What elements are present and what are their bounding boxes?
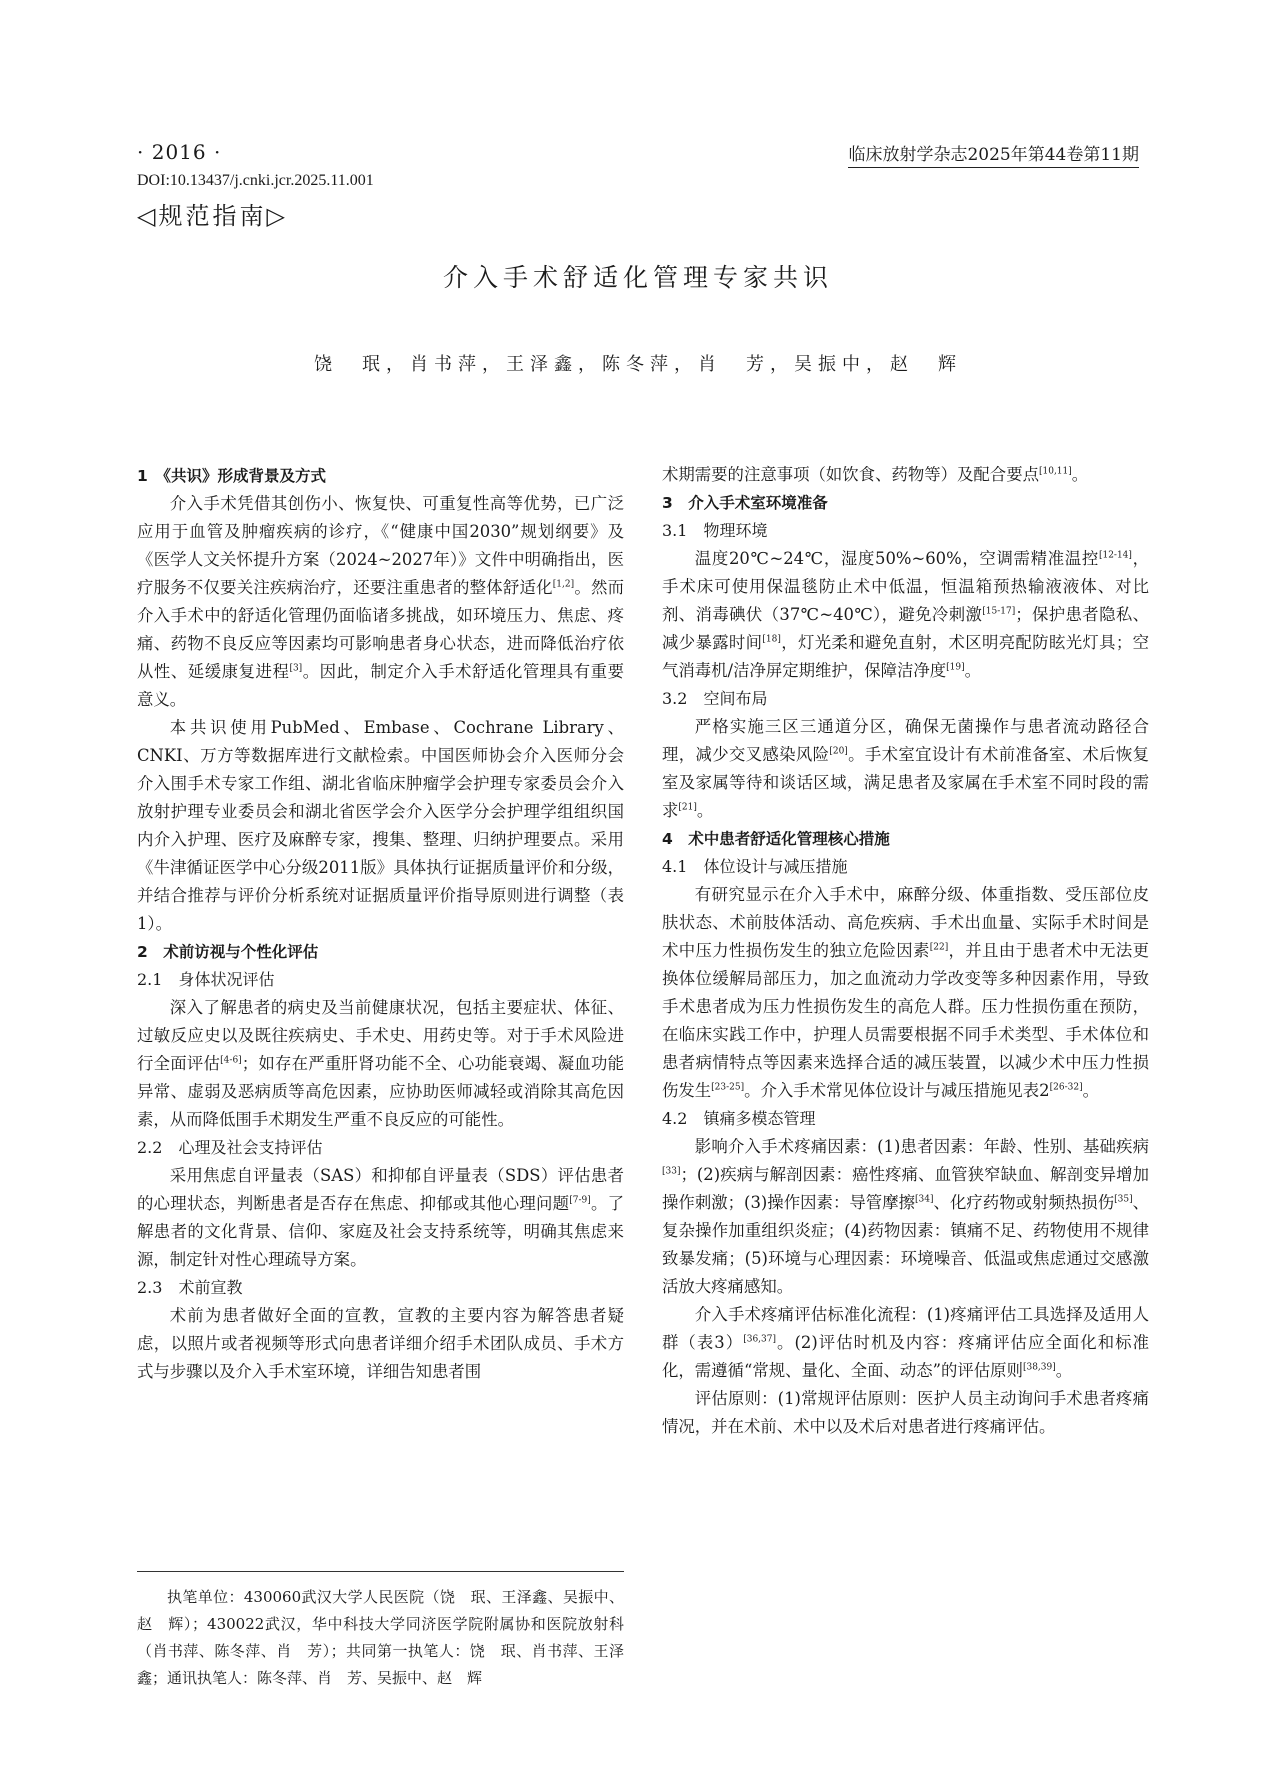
citation: [3] [289,663,303,674]
right-column [662,461,1149,1441]
section-heading: 4 术中患者舒适化管理核心措施 [662,830,890,848]
citation: [15-17] [982,606,1016,617]
subsection-heading: 4.1 体位设计与减压措施 [662,857,848,876]
author-list: 饶 珉，肖书萍，王泽鑫，陈冬萍，肖 芳，吴振中，赵 辉 [314,354,962,375]
citation: [23-25] [711,1082,745,1093]
citation: [38,39] [1022,1362,1056,1373]
citation: [20] [829,746,848,757]
footnote-text: 执笔单位：430060武汉大学人民医院（饶 珉、王泽鑫、吴振中、赵 辉）；430022武汉，华中科技大学同济医学院附属协和医院放射科（肖书萍、陈冬萍、肖 芳）；共同第一执笔人：饶 珉、肖书萍、王泽鑫；通讯执笔人：陈冬萍、肖 芳、吴振中、赵 辉 [137,1588,624,1687]
subsection-heading: 2.1 身体状况评估 [137,970,275,989]
subsection-heading: 3.1 物理环境 [662,521,768,540]
citation: [34] [915,1194,934,1205]
paragraph: 采用焦虑自评量表（SAS）和抑郁自评量表（SDS）评估患者的心理状态，判断患者是否存在焦虑、抑郁或其他心理问题[7-9]。了解患者的文化背景、信仰、家庭及社会支持系统等，明确其焦虑来源，制定针对性心理疏导方案。 [137,1166,624,1269]
section-heading: 1 《共识》形成背景及方式 [137,467,327,485]
paragraph: 影响介入手术疼痛因素：(1)患者因素：年龄、性别、基础疾病[33]；(2)疾病与解剖因素：癌性疼痛、血管狭窄缺血、解剖变异增加操作刺激；(3)操作因素：导管摩擦[34]、化疗药物或射频热损伤[35]、复杂操作加重组织炎症；(4)药物因素：镇痛不足、药物使用不规律致暴发痛；(5)环境与心理因素：环境噪音、低温或焦虑通过交感激活放大疼痛感知。 [662,1137,1150,1296]
journal-header: 临床放射学杂志2025年第44卷第11期 [848,140,1139,168]
citation: [22] [929,942,949,953]
paragraph: 评估原则：(1)常规评估原则：医护人员主动询问手术患者疼痛情况，并在术前、术中以及术后对患者进行疼痛评估。 [662,1389,1149,1436]
subsection-heading: 4.2 镇痛多模态管理 [662,1109,816,1128]
citation: [35] [1114,1194,1133,1205]
section-heading: 3 介入手术室环境准备 [662,494,828,512]
paragraph: 深入了解患者的病史及当前健康状况，包括主要症状、体征、过敏反应史以及既往疾病史、手术史、用药史等。对于手术风险进行全面评估[4-6]；如存在严重肝肾功能不全、心功能衰竭、凝血功能异常、虚弱及恶病质等高危因素，应协助医师减轻或消除其高危因素，从而降低围手术期发生严重不良反应的可能性。 [137,998,625,1129]
paragraph: 严格实施三区三通道分区，确保无菌操作与患者流动路径合理，减少交叉感染风险[20]。手术室宜设计有术前准备室、术后恢复室及家属等待和谈话区域，满足患者及家属在手术室不同时段的需求[21]。 [662,717,1150,820]
left-column [137,462,624,1386]
paragraph: 术期需要的注意事项（如饮食、药物等）及配合要点[10,11]。 [662,465,1089,484]
footnote [137,1571,624,1692]
citation: [33] [662,1166,681,1177]
subsection-heading: 2.2 心理及社会支持评估 [137,1138,323,1157]
paragraph: 温度20℃~24℃，湿度50%~60%，空调需精准温控[12-14]，手术床可使用保温毯防止术中低温，恒温箱预热输液液体、对比剂、消毒碘伏（37℃~40℃），避免冷刺激[15-17]；保护患者隐私、减少暴露时间[18]，灯光柔和避免直射，术区明亮配防眩光灯具；空气消毒机/洁净屏定期维护，保障洁净度[19]。 [662,549,1150,680]
citation: [12-14] [1098,550,1132,561]
section-heading: 2 术前访视与个性化评估 [137,943,319,961]
citation: [4-6] [220,1055,242,1066]
citation: [1,2] [552,579,575,590]
doi: DOI:10.13437/j.cnki.jcr.2025.11.001 [137,172,374,189]
citation: [7-9] [569,1195,591,1206]
paragraph: 介入手术疼痛评估标准化流程：(1)疼痛评估工具选择及适用人群（表3）[36,37]。(2)评估时机及内容：疼痛评估应全面化和标准化，需遵循“常规、量化、全面、动态”的评估原则[38,39]。 [662,1305,1149,1380]
paragraph: 术前为患者做好全面的宣教，宣教的主要内容为解答患者疑虑，以照片或者视频等形式向患者详细介绍手术团队成员、手术方式与步骤以及介入手术室环境，详细告知患者围 [137,1306,624,1381]
paragraph: 本共识使用PubMed、Embase、Cochrane Library、CNKI、万方等数据库进行文献检索。中国医师协会介入医师分会介入围手术专家工作组、湖北省临床肿瘤学会护理专家委员会介入放射护理专业委员会和湖北省医学会介入医学分会护理学组组织国内介入护理、医疗及麻醉专家，搜集、整理、归纳护理要点。采用《牛津循证医学中心分级2011版》具体执行证据质量评价和分级，并结合推荐与评价分析系统对证据质量评价指导原则进行调整（表1）。 [137,718,624,933]
subsection-heading: 2.3 术前宣教 [137,1278,243,1297]
citation: [19] [946,662,965,673]
citation: [36,37] [743,1334,777,1345]
subsection-heading: 3.2 空间布局 [662,689,768,708]
column-tag: ◁规范指南▷ [137,202,288,230]
citation: [26-32] [1049,1082,1083,1093]
page-number: · 2016 · [137,140,222,164]
paragraph: 介入手术凭借其创伤小、恢复快、可重复性高等优势，已广泛应用于血管及肿瘤疾病的诊疗，《“健康中国2030”规划纲要》及《医学人文关怀提升方案（2024~2027年）》文件中明确指出，医疗服务不仅要关注疾病治疗，还要注重患者的整体舒适化[1,2]。然而介入手术中的舒适化管理仍面临诸多挑战，如环境压力、焦虑、疼痛、药物不良反应等因素均可影响患者身心状态，进而降低治疗依从性、延缓康复进程[3]。因此，制定介入手术舒适化管理具有重要意义。 [137,494,625,709]
paragraph: 有研究显示在介入手术中，麻醉分级、体重指数、受压部位皮肤状态、术前肢体活动、高危疾病、手术出血量、实际手术时间是术中压力性损伤发生的独立危险因素[22]，并且由于患者术中无法更换体位缓解局部压力，加之血流动力学改变等多种因素作用，导致手术患者成为压力性损伤发生的高危人群。压力性损伤重在预防，在临床实践工作中，护理人员需要根据不同手术类型、手术体位和患者病情特点等因素来选择合适的减压装置，以减少术中压力性损伤发生[23-25]。介入手术常见体位设计与减压措施见表2[26-32]。 [662,885,1150,1100]
citation: [10,11] [1038,466,1072,477]
paper-title: 介入手术舒适化管理专家共识 [442,263,833,292]
citation: [21] [678,802,697,813]
citation: [18] [762,634,781,645]
